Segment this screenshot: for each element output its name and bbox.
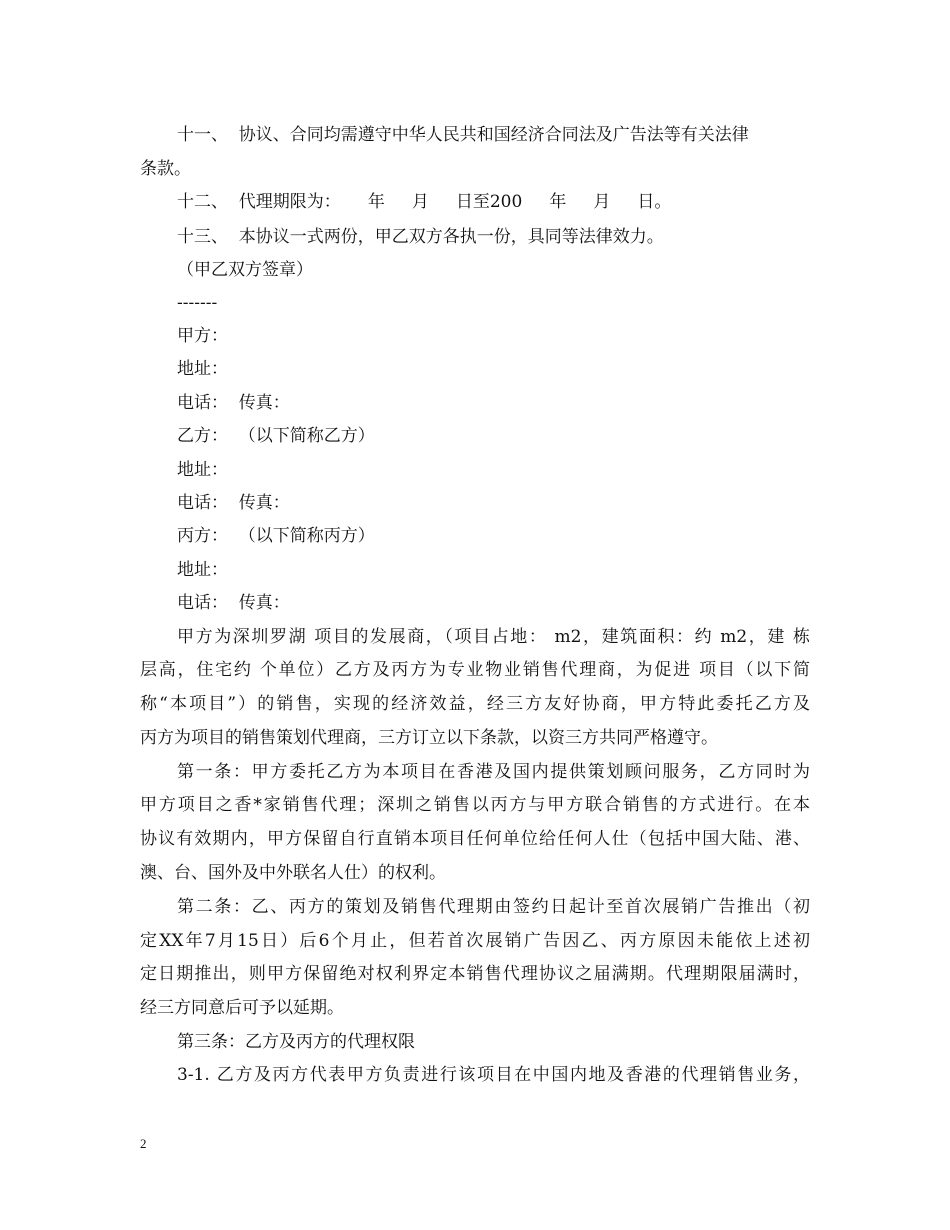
article-1-line-2: 甲方项目之香*家销售代理；深圳之销售以丙方与甲方联合销售的方式进行。在本 bbox=[140, 795, 810, 815]
article-3-heading: 第三条：乙方及丙方的代理权限 bbox=[177, 1032, 415, 1052]
party-b-label: 乙方： （以下简称乙方） bbox=[177, 426, 375, 446]
preamble-line-2: 层高，住宅约 个单位）乙方及丙方为专业物业销售代理商，为促进 项目（以下简 bbox=[140, 660, 810, 680]
clause-11-line-1: 十一、 协议、合同均需遵守中华人民共和国经济合同法及广告法等有关法律 bbox=[177, 125, 749, 145]
preamble-line-1: 甲方为深圳罗湖 项目的发展商，（项目占地： m2，建筑面积：约 m2，建 栋 bbox=[177, 627, 810, 647]
party-c-address-label: 地址： bbox=[177, 560, 228, 580]
page-number: 2 bbox=[140, 1136, 147, 1151]
article-1-line-1: 第一条：甲方委托乙方为本项目在香港及国内提供策划顾问服务，乙方同时为 bbox=[177, 762, 810, 782]
party-a-address-label: 地址： bbox=[177, 359, 228, 379]
clause-11-line-2: 条款。 bbox=[140, 159, 191, 179]
party-c-label: 丙方： （以下简称丙方） bbox=[177, 526, 375, 546]
article-3-1-line-1: 3-1. 乙方及丙方代表甲方负责进行该项目在中国内地及香港的代理销售业务， bbox=[177, 1065, 810, 1085]
preamble-line-4: 丙方为项目的销售策划代理商，三方订立以下条款，以资三方共同严格遵守。 bbox=[140, 728, 718, 748]
preamble-line-3: 称“本项目”）的销售，实现的经济效益，经三方友好协商，甲方特此委托乙方及 bbox=[140, 694, 810, 714]
party-b-address-label: 地址： bbox=[177, 460, 228, 480]
signature-heading: （甲乙双方签章） bbox=[177, 260, 313, 280]
signature-separator: ------- bbox=[177, 293, 218, 313]
article-1-line-4: 澳、台、国外及中外联名人仕）的权利。 bbox=[140, 863, 446, 883]
article-2-line-1: 第二条：乙、丙方的策划及销售代理期由签约日起计至首次展销广告推出（初 bbox=[177, 897, 810, 917]
party-b-phone-fax-label: 电话： 传真： bbox=[177, 493, 290, 513]
article-2-line-3: 定日期推出，则甲方保留绝对权利界定本销售代理协议之届满期。代理期限届满时， bbox=[140, 964, 810, 984]
clause-13-copies: 十三、 本协议一式两份，甲乙双方各执一份，具同等法律效力。 bbox=[177, 227, 664, 247]
article-1-line-3: 协议有效期内，甲方保留自行直销本项目任何单位给任何人仕（包括中国大陆、港、 bbox=[140, 829, 810, 849]
party-c-phone-fax-label: 电话： 传真： bbox=[177, 593, 290, 613]
party-a-phone-fax-label: 电话： 传真： bbox=[177, 393, 290, 413]
party-a-label: 甲方： bbox=[177, 326, 228, 346]
clause-12-term: 十二、 代理期限为： 年 月 日至200 年 月 日。 bbox=[177, 192, 672, 212]
article-2-line-4: 经三方同意后可予以延期。 bbox=[140, 998, 344, 1018]
article-2-line-2: 定XX年7月15日）后6个月止，但若首次展销广告因乙、丙方原因未能依上述初 bbox=[140, 931, 810, 951]
